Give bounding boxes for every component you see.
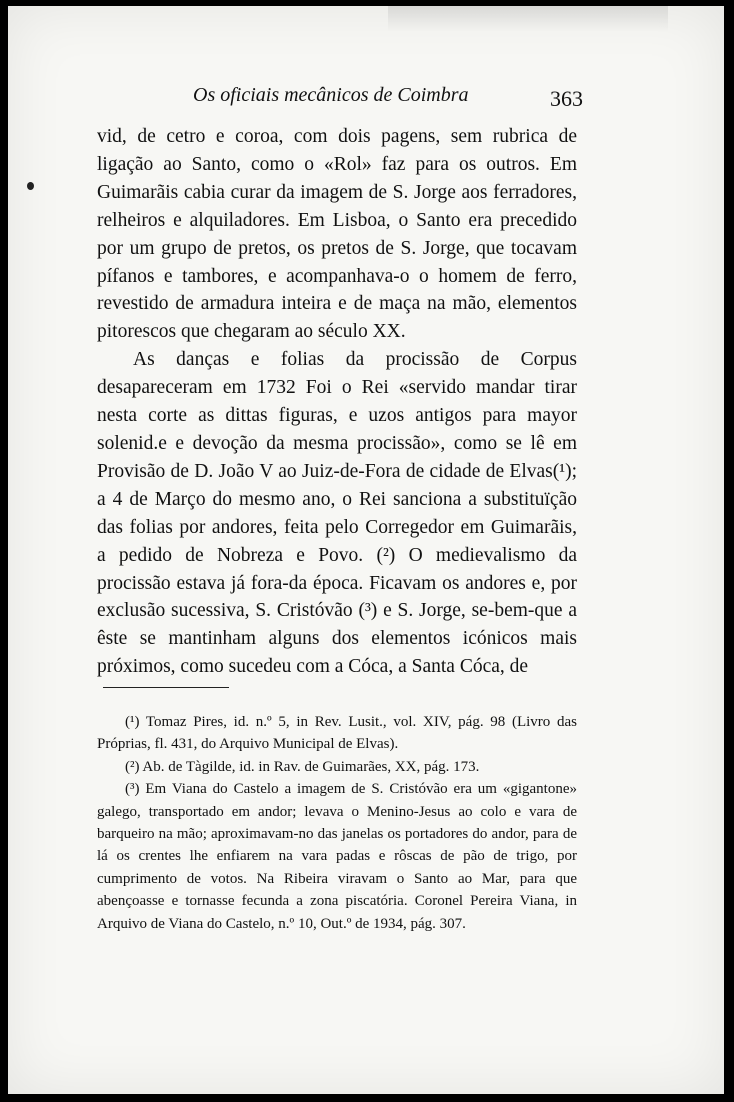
footnote-separator bbox=[103, 687, 229, 688]
page-number: 363 bbox=[550, 86, 583, 111]
footnotes bbox=[97, 711, 577, 935]
scan-smudge bbox=[388, 6, 668, 32]
paragraph: vid, de cetro e coroa, com dois pagens, sem rubrica de ligação ao Santo, como o «Rol» faz para os outros. Em Guimarãis cabia curar da imagem de S. Jorge aos ferradores, relheiros e alquiladores. Em Lisboa, o Santo era precedido por um grupo de pretos, os pretos de S. Jorge, que tocavam pífanos e tambores, e acompanhava-o o homem de ferro, revestido de armadura inteira e de maça na mão, elementos pitorescos que chegaram ao século XX. bbox=[97, 126, 577, 343]
paragraph: As danças e folias da procissão de Corpus desapareceram em 1732 Foi o Rei «servido mandar tirar nesta corte as dittas figuras, e uzos antigos para mayor solenid.e e devoção da mesma procissão», como se lê em Provisão de D. João V ao Juiz-de-Fora de cidade de Elvas(¹); a 4 de Março do mesmo ano, o Rei sanciona a substituïção das folias por andores, feita pelo Corregedor em Guimarãis, a pedido de Nobreza e Povo. (²) O medievalismo da procissão estava já fora-da época. Ficavam os andores e, por exclusão sucessiva, S. Cristóvão (³) e S. Jorge, se-bem-que a êste se mantinham alguns dos elementos icónicos mais próximos, como sucedeu com a Cóca, a Santa Cóca, de bbox=[97, 349, 577, 678]
margin-dot-mark bbox=[27, 182, 34, 190]
footnote-2: (²) Ab. de Tàgilde, id. in Rav. de Guimarães, XX, pág. 173. bbox=[125, 758, 480, 775]
footnote-3: (³) Em Viana do Castelo a imagem de S. Cristóvão era um «gigantone» galego, transportado em andor; levava o Menino-Jesus ao colo e vara de barqueiro na mão; aproximavam-no das janelas os portadores do andor, para de lá os crentes lhe enfiarem na vara padas e rôscas de pão de trigo, por cumprimento de votos. Na Ribeira viravam o Santo ao Mar, para que abençoasse e tornasse fecunda a zona piscatória. Coronel Pereira Viana, in Arquivo de Viana do Castelo, n.º 10, Out.º de 1934, pág. 307. bbox=[97, 781, 577, 932]
main-text bbox=[97, 123, 577, 681]
running-title: Os oficiais mecânicos de Coimbra bbox=[193, 84, 469, 106]
running-header bbox=[193, 78, 583, 114]
footnote-1: (¹) Tomaz Pires, id. n.º 5, in Rev. Lusit., vol. XIV, pág. 98 (Livro das Próprias, fl. 431, do Arquivo Municipal de Elvas). bbox=[97, 714, 577, 753]
book-page bbox=[8, 6, 724, 1094]
